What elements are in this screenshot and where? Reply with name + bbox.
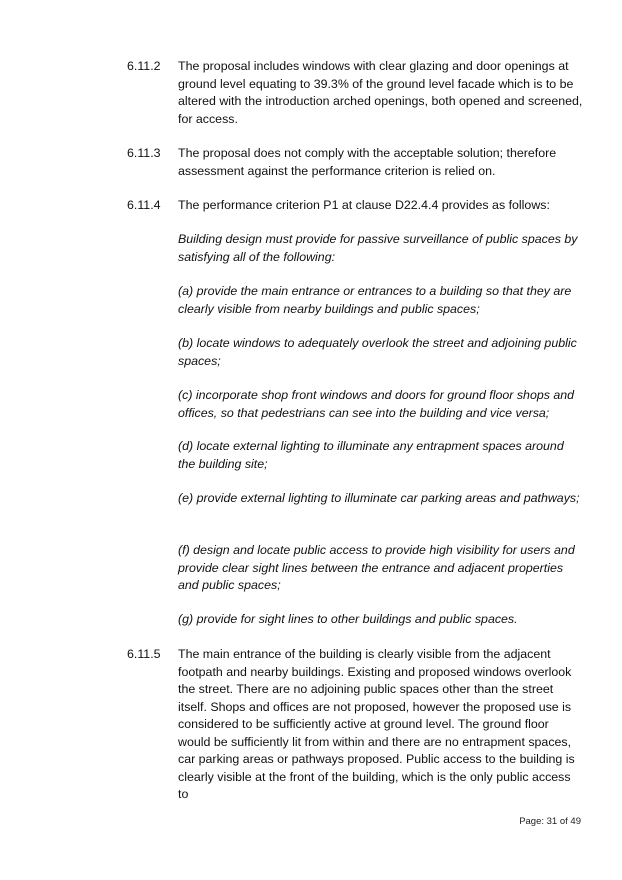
quote-item-b: (b) locate windows to adequately overlook the street and adjoining public spaces; — [178, 336, 577, 368]
quote-intro: Building design must provide for passive surveillance of public spaces by satisfying all of the following: — [178, 232, 578, 264]
clause-number: 6.11.3 — [127, 146, 161, 160]
quote-item-e: (e) provide external lighting to illuminate car parking areas and pathways; — [178, 491, 580, 505]
clause-number: 6.11.5 — [127, 647, 161, 661]
clause-text: The proposal does not comply with the acceptable solution; therefore assessment against the performance criterion is relied on. — [178, 146, 557, 178]
quote-item-d: (d) locate external lighting to illuminate any entrapment spaces around the building site; — [178, 439, 564, 471]
quote-item-g: (g) provide for sight lines to other buildings and public spaces. — [178, 612, 518, 626]
quote-item-c: (c) incorporate shop front windows and doors for ground floor shops and offices, so that pedestrians can see into the building and vice versa; — [178, 388, 575, 420]
page-number: Page: 31 of 49 — [519, 816, 581, 827]
clause-text: The main entrance of the building is clearly visible from the adjacent footpath and nearby buildings. Existing and proposed windows overlook the street. There are no adjoining public spaces other than the street itself. Shops and offices are not proposed, however the proposed use is considered to be sufficiently active at ground level. The ground floor would be sufficiently lit from within and there are no entrapment spaces, car parking areas or pathways proposed. Public access to the building is clearly visible at the front of the building, which is the only public access to — [178, 647, 575, 801]
quote-item-f: (f) design and locate public access to provide high visibility for users and provide clear sight lines between the entrance and adjacent properties and public spaces; — [178, 543, 575, 592]
quote-item-a: (a) provide the main entrance or entrances to a building so that they are clearly visible from nearby buildings and public spaces; — [178, 284, 572, 316]
clause-number: 6.11.4 — [127, 198, 161, 212]
clause-text: The proposal includes windows with clear glazing and door openings at ground level equating to 39.3% of the ground level facade which is to be altered with the introduction arched openings, both opened and screened, for access. — [178, 59, 583, 126]
clause-text: The performance criterion P1 at clause D22.4.4 provides as follows: — [178, 198, 550, 212]
clause-number: 6.11.2 — [127, 59, 161, 73]
